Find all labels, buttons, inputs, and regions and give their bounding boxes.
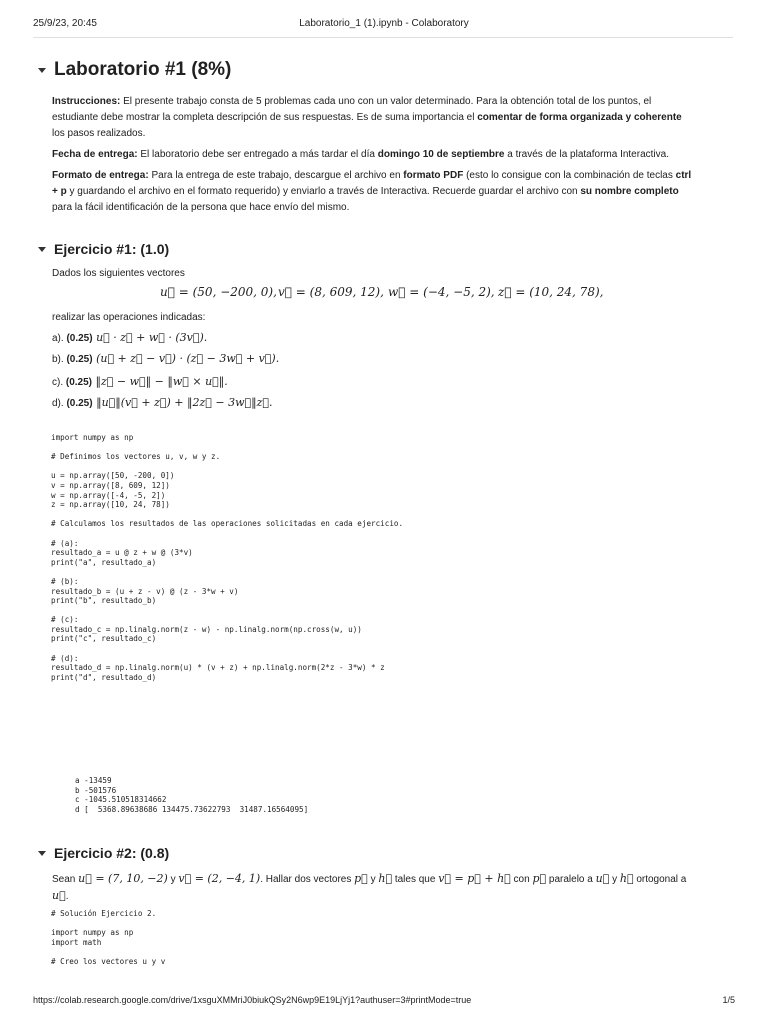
output-cell-ejercicio1: a -13459 b -501576 c -1045.510518314662 d [ 5368.89638686 134475.73622793 31487.16564095] bbox=[75, 776, 309, 814]
e2-math-u3: u⃗ bbox=[52, 889, 66, 902]
collapse-caret-icon[interactable] bbox=[38, 851, 46, 856]
operation-d bbox=[52, 396, 273, 409]
formato-text-4: para la fácil identificación de la persona que hace envío del mismo. bbox=[52, 202, 350, 213]
ejercicio2-title: Ejercicio #2: (0.8) bbox=[54, 845, 170, 861]
formato-text-1: Para la entrega de este trabajo, descargue el archivo en bbox=[148, 170, 404, 181]
fecha-text: El laboratorio debe ser entregado a más tardar el día bbox=[137, 149, 378, 160]
operation-b bbox=[52, 352, 279, 365]
vector-z: z⃗ = (10, 24, 78), bbox=[498, 285, 604, 299]
op-label: b). bbox=[52, 354, 67, 365]
fecha-text-end: a través de la plataforma Interactiva. bbox=[504, 149, 669, 160]
e2-math-p2: p⃗ bbox=[532, 872, 547, 885]
code-cell-ejercicio2[interactable]: # Solución Ejercicio 2. import numpy as np import math # Creo los vectores u y v bbox=[51, 909, 166, 966]
e2-math-v: v⃗ = (2, −4, 1) bbox=[178, 872, 261, 885]
formato-label: Formato de entrega: bbox=[52, 170, 149, 181]
formato-paragraph bbox=[52, 168, 692, 216]
vector-u: u⃗ = (50, −200, 0), bbox=[160, 285, 277, 299]
collapse-caret-icon[interactable] bbox=[38, 247, 46, 252]
e2-text-10: . bbox=[65, 891, 69, 902]
op-expr: u⃗ · z⃗ + w⃗ · (3v⃗). bbox=[92, 331, 208, 344]
formato-text-2: (esto lo consigue con la combinación de teclas bbox=[463, 170, 676, 181]
ejercicio1-title: Ejercicio #1: (1.0) bbox=[54, 241, 170, 257]
formato-bold-2: ctrl + p bbox=[52, 170, 692, 197]
section-title: Laboratorio #1 (8%) bbox=[54, 59, 232, 80]
e2-math-u: u⃗ = (7, 10, −2) bbox=[78, 872, 168, 885]
print-header bbox=[0, 0, 768, 36]
header-divider bbox=[33, 37, 733, 38]
ejercicio2-heading[interactable] bbox=[38, 845, 169, 861]
e2-text-9: ortogonal a bbox=[633, 874, 687, 885]
instr-text-end: los pasos realizados. bbox=[52, 128, 146, 139]
operation-c bbox=[52, 375, 228, 388]
e2-math-h2: h⃗ bbox=[619, 872, 634, 885]
e2-text-3: . Hallar dos vectores bbox=[260, 874, 355, 885]
vector-w: w⃗ = (−4, −5, 2), bbox=[388, 285, 495, 299]
collapse-caret-icon[interactable] bbox=[38, 68, 46, 73]
instr-label: Instrucciones: bbox=[52, 96, 121, 107]
instrucciones-paragraph bbox=[52, 94, 692, 142]
fecha-paragraph bbox=[52, 147, 692, 163]
fecha-bold: domingo 10 de septiembre bbox=[377, 149, 505, 160]
ejercicio1-after: realizar las operaciones indicadas: bbox=[52, 312, 206, 323]
e2-math-h: h⃗ bbox=[378, 872, 393, 885]
op-label: d). bbox=[52, 398, 67, 409]
print-datetime: 25/9/23, 20:45 bbox=[33, 18, 97, 29]
e2-text-6: con bbox=[510, 874, 533, 885]
instr-text: El presente trabajo consta de 5 problemas cada uno con un valor determinado. Para la obtención total de los puntos, el estudiante debe mostrar la completa descripción de sus respuestas. Es de suma importancia el bbox=[52, 96, 652, 123]
e2-math-u2: u⃗ bbox=[595, 872, 610, 885]
op-label: c). bbox=[52, 377, 66, 388]
op-points: (0.25) bbox=[66, 398, 93, 409]
formato-bold-3: su nombre completo bbox=[580, 186, 679, 197]
op-points: (0.25) bbox=[66, 354, 93, 365]
e2-text-4: y bbox=[367, 874, 379, 885]
e2-math-eq: v⃗ = p⃗ + h⃗ bbox=[438, 872, 511, 885]
formato-bold-1: formato PDF bbox=[403, 170, 464, 181]
fecha-label: Fecha de entrega: bbox=[52, 149, 138, 160]
e2-text-1: Sean bbox=[52, 874, 79, 885]
op-expr: ‖u⃗‖(v⃗ + z⃗) + ‖2z⃗ − 3w⃗‖z⃗. bbox=[92, 396, 273, 409]
e2-text-8: y bbox=[609, 874, 620, 885]
e2-math-p: p⃗ bbox=[354, 872, 368, 885]
instr-bold: comentar de forma organizada y coherente bbox=[477, 112, 682, 123]
ejercicio2-statement bbox=[52, 871, 692, 905]
formato-text-3: y guardando el archivo en el formato requerido) y enviarlo a través de Interactiva. Recuerde guardar el archivo con bbox=[66, 186, 581, 197]
op-expr: ‖z⃗ − w⃗‖ − ‖w⃗ × u⃗‖. bbox=[92, 375, 228, 388]
op-expr: (u⃗ + z⃗ − v⃗) · (z⃗ − 3w⃗ + v⃗). bbox=[92, 352, 280, 365]
code-cell-ejercicio1[interactable]: import numpy as np # Definimos los vectores u, v, w y z. u = np.array([50, -200, 0]) v = np.array([8, 609, 12]) w = np.array([-4, -5, 2]) z = np.array([10, 24, 78]) # Calculamos los resultados de las operaciones solicitadas en cada ejercicio. # (a): resultado_a = u @ z + w @ (3*v) print("a", resultado_a) # (b): resultado_b = (u + z - v) @ (z - 3*w + v) print("b", resultado_b) # (c): resultado_c = np.linalg.norm(z - w) - np.linalg.norm(np.cross(w, u)) print("c", resultado_c) # (d): resultado_d = np.linalg.norm(u) * (v + z) + np.linalg.norm(2*z - 3*w) * z print("d", resultado_d) bbox=[51, 433, 404, 682]
op-label: a). bbox=[52, 333, 67, 344]
ejercicio1-intro: Dados los siguientes vectores bbox=[52, 268, 185, 279]
footer-page-number: 1/5 bbox=[722, 995, 735, 1005]
e2-text-2: y bbox=[167, 874, 179, 885]
section-laboratorio-heading[interactable] bbox=[38, 59, 231, 81]
ejercicio1-heading[interactable] bbox=[38, 241, 169, 257]
op-points: (0.25) bbox=[66, 333, 93, 344]
e2-text-7: paralelo a bbox=[546, 874, 596, 885]
e2-text-5: tales que bbox=[392, 874, 439, 885]
vector-v: v⃗ = (8, 609, 12), bbox=[278, 285, 384, 299]
operation-a bbox=[52, 331, 207, 344]
footer-url[interactable]: https://colab.research.google.com/drive/1xsguXMMriJ0biukQSy2N6wp9E19LjYj1?authuser=3#printMode=true bbox=[33, 995, 472, 1005]
print-title: Laboratorio_1 (1).ipynb - Colaboratory bbox=[299, 18, 469, 29]
op-points: (0.25) bbox=[65, 377, 93, 388]
